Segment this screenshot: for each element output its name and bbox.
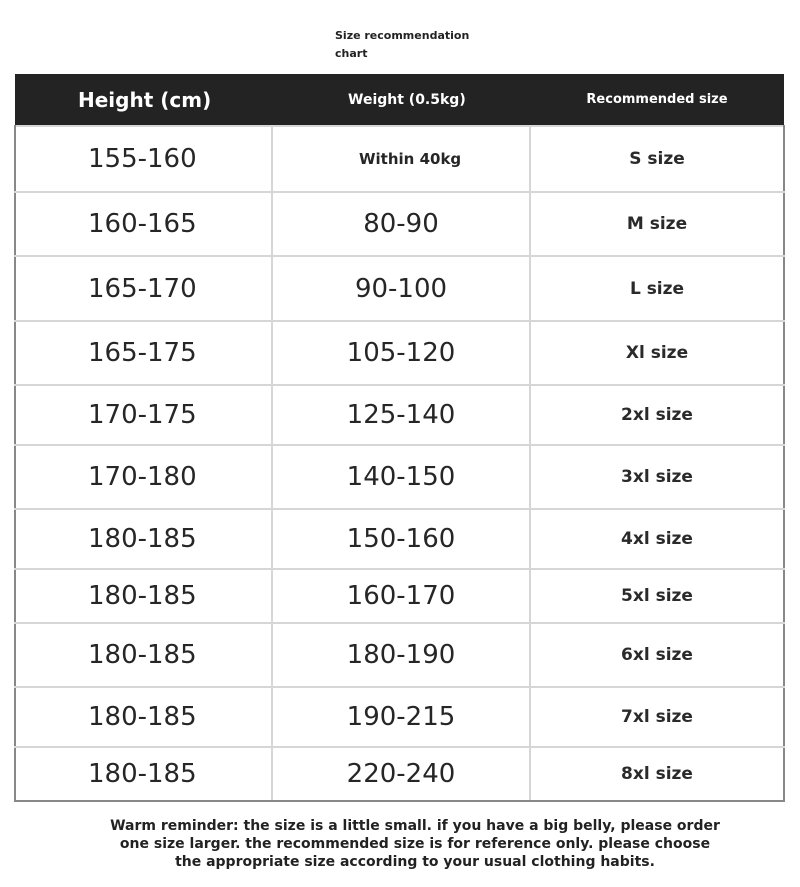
weight-cell: 105-120 bbox=[272, 321, 530, 385]
table-row bbox=[15, 385, 784, 445]
warm-reminder-note: Warm reminder: the size is a little small. if you have a big belly, please order one size larger. the recommended size is for reference only. please choose the appropriate size according to your usual clothing habits. bbox=[110, 818, 720, 870]
height-cell: 170-180 bbox=[15, 445, 272, 509]
table-row bbox=[15, 509, 784, 569]
size-cell: 2xl size bbox=[530, 385, 784, 445]
height-cell: 165-175 bbox=[15, 321, 272, 385]
height-cell: 170-175 bbox=[15, 385, 272, 445]
height-cell: 155-160 bbox=[15, 126, 272, 192]
size-table bbox=[14, 74, 785, 802]
size-cell: 3xl size bbox=[530, 445, 784, 509]
table-header bbox=[15, 74, 784, 126]
table-row bbox=[15, 623, 784, 687]
weight-cell: Within 40kg bbox=[272, 126, 530, 192]
table-row bbox=[15, 256, 784, 321]
weight-cell: 160-170 bbox=[272, 569, 530, 623]
weight-cell: 150-160 bbox=[272, 509, 530, 569]
height-cell: 160-165 bbox=[15, 192, 272, 256]
size-cell: 6xl size bbox=[530, 623, 784, 687]
weight-cell: 220-240 bbox=[272, 747, 530, 801]
table-row bbox=[15, 445, 784, 509]
size-cell: 4xl size bbox=[530, 509, 784, 569]
table-row bbox=[15, 687, 784, 747]
header-row bbox=[15, 74, 784, 126]
weight-cell: 80-90 bbox=[272, 192, 530, 256]
height-cell: 180-185 bbox=[15, 687, 272, 747]
header-weight: Weight (0.5kg) bbox=[272, 74, 530, 126]
height-cell: 180-185 bbox=[15, 623, 272, 687]
table-row bbox=[15, 126, 784, 192]
size-cell: 5xl size bbox=[530, 569, 784, 623]
weight-cell: 90-100 bbox=[272, 256, 530, 321]
header-recommended-size: Recommended size bbox=[530, 74, 784, 126]
table-row bbox=[15, 192, 784, 256]
table-row bbox=[15, 747, 784, 801]
height-cell: 180-185 bbox=[15, 509, 272, 569]
height-cell: 180-185 bbox=[15, 747, 272, 801]
size-cell: 8xl size bbox=[530, 747, 784, 801]
table-row bbox=[15, 569, 784, 623]
size-cell: Xl size bbox=[530, 321, 784, 385]
weight-cell: 140-150 bbox=[272, 445, 530, 509]
height-cell: 180-185 bbox=[15, 569, 272, 623]
chart-title: Size recommendation chart bbox=[335, 29, 470, 60]
size-cell: S size bbox=[530, 126, 784, 192]
size-cell: 7xl size bbox=[530, 687, 784, 747]
weight-cell: 125-140 bbox=[272, 385, 530, 445]
weight-cell: 190-215 bbox=[272, 687, 530, 747]
header-height: Height (cm) bbox=[15, 74, 272, 126]
height-cell: 165-170 bbox=[15, 256, 272, 321]
weight-cell: 180-190 bbox=[272, 623, 530, 687]
table-body bbox=[15, 126, 784, 801]
table-row bbox=[15, 321, 784, 385]
size-cell: M size bbox=[530, 192, 784, 256]
size-cell: L size bbox=[530, 256, 784, 321]
